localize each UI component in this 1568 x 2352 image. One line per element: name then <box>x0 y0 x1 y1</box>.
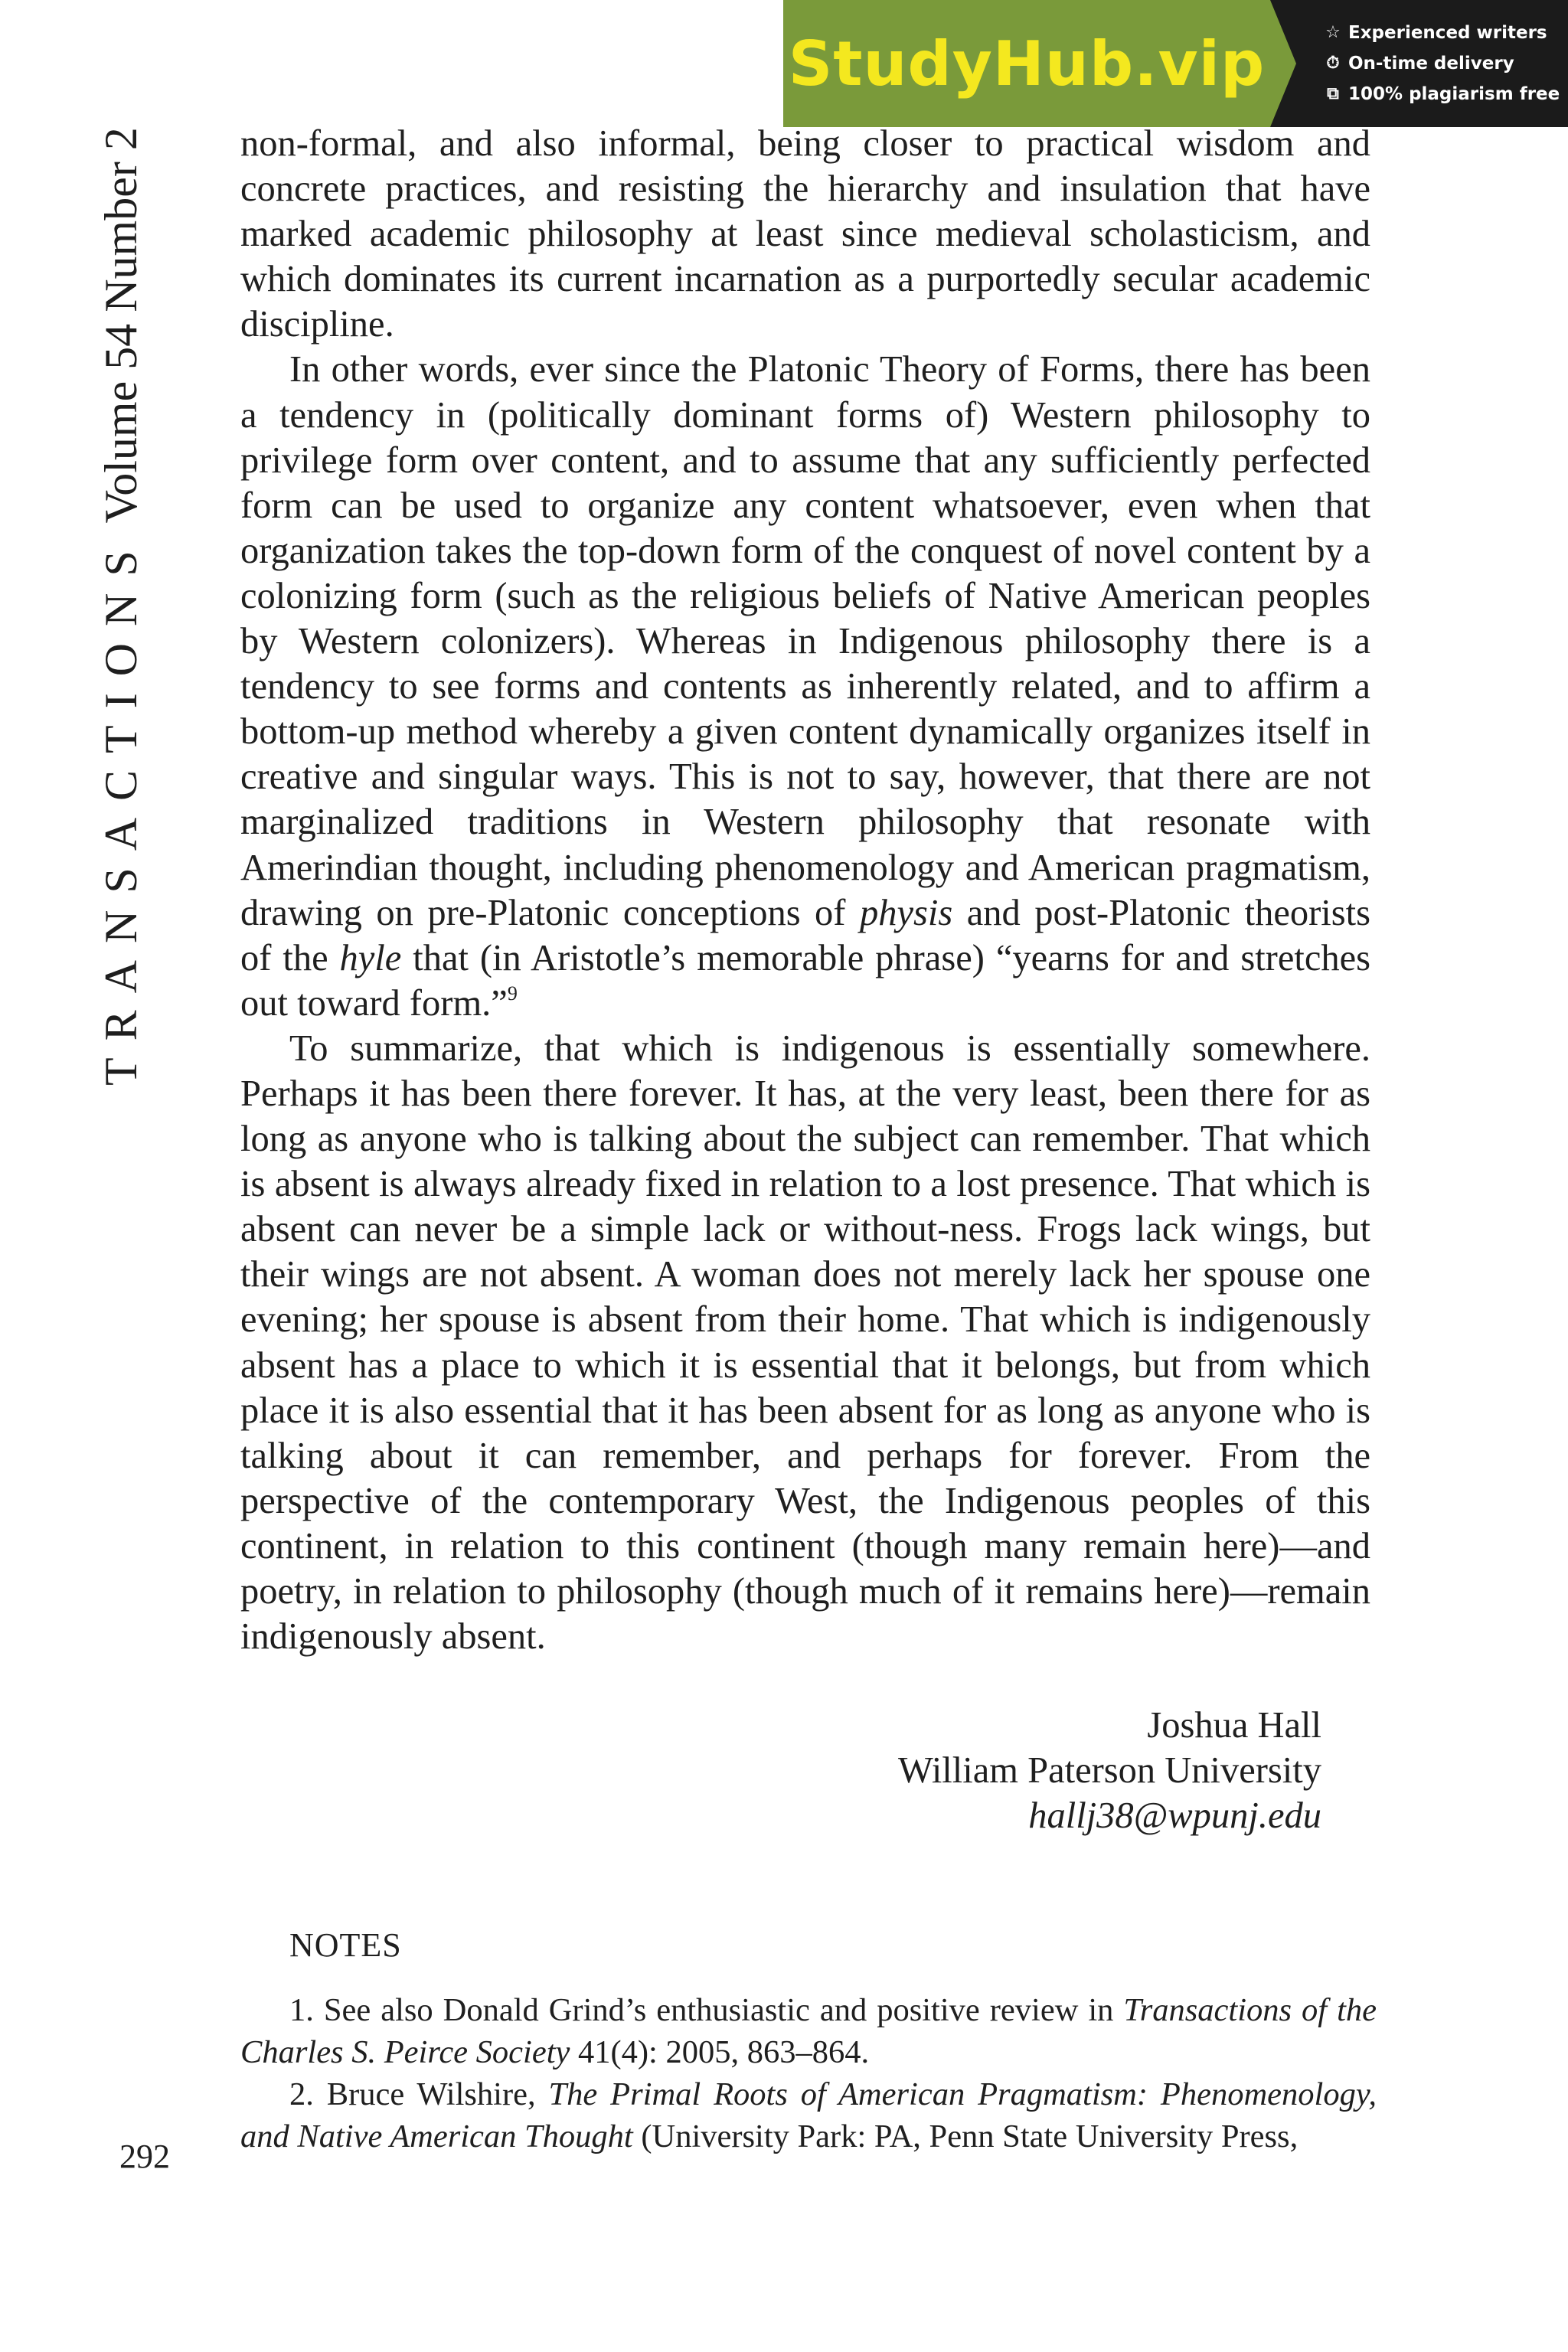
footnote-marker[interactable]: 9 <box>507 982 518 1004</box>
running-header <box>98 83 144 1086</box>
author-name: Joshua Hall <box>1147 1705 1321 1746</box>
author-signature <box>898 1703 1321 1838</box>
author-email[interactable]: hallj38@wpunj.edu <box>1028 1795 1321 1836</box>
note-title: Transactions of the Charles S. Peirce Society <box>240 1992 1377 2070</box>
note-text: 1. See also Donald Grind’s enthusiastic and positive review in <box>289 1992 1124 2028</box>
feature-item <box>1324 81 1568 107</box>
term-hyle: hyle <box>339 937 402 978</box>
volume-issue: Volume 54 Number 2 <box>96 127 146 524</box>
feature-label: Experienced writers <box>1348 23 1547 43</box>
paragraph-text: and post-Platonic theorists of the <box>240 892 1370 978</box>
paragraph: non-formal, and also informal, being closer to practical wisdom and concrete practices, and resisting the hierarchy and insulation that have marked academic philosophy at least since medieval scholasticism, and which dominates its current incarnation as a purportedly secular academic discipline. <box>240 123 1370 345</box>
note-text: 41(4): 2005, 863–864. <box>570 2034 870 2070</box>
copy-icon: ⧉ <box>1327 84 1339 103</box>
note-item <box>240 2073 1377 2158</box>
article-body <box>240 121 1370 1659</box>
feature-list <box>1270 0 1568 127</box>
clock-icon: ⏱ <box>1326 54 1340 73</box>
note-title: The Primal Roots of American Pragmatism: Phenomenology, and Native American Thought <box>240 2076 1377 2154</box>
page-number: 292 <box>119 2138 170 2175</box>
feature-item <box>1324 20 1568 46</box>
author-affiliation: William Paterson University <box>897 1750 1321 1791</box>
note-text: 2. Bruce Wilshire, <box>289 2076 549 2112</box>
paragraph-text: In other words, ever since the Platonic Theory of Forms, there has been a tendency in (politically dominant forms of) Western philosophy to privilege form over content, and to assume that any sufficiently perfected form can be used to organize any content whatsoever, even when that organization takes the top-down form of the conquest of novel content by a colonizing form (such as the religious beliefs of Native American peoples by Western colonizers). Whereas in Indigenous philosophy there is a tendency to see forms and contents as inherently related, and to affirm a bottom-up method whereby a given content dynamically organizes itself in creative and singular ways. This is not to say, however, that there are not marginalized traditions in Western philosophy that resonate with Amerindian thought, including phenomenology and American pragmatism, drawing on pre-Platonic conceptions of <box>240 349 1370 933</box>
feature-label: 100% plagiarism free <box>1348 84 1560 104</box>
ad-banner[interactable] <box>783 0 1568 127</box>
notes-heading: NOTES <box>289 1926 402 1964</box>
paragraph <box>240 347 1370 1025</box>
journal-name: TRANSACTIONS <box>96 534 146 1086</box>
paragraph-text: that (in Aristotle’s memorable phrase) “yearns for and stretches out toward form.” <box>240 937 1370 1024</box>
term-physis: physis <box>859 892 953 933</box>
feature-label: On-time delivery <box>1348 54 1514 74</box>
paragraph: To summarize, that which is indigenous is essentially somewhere. Perhaps it has been there forever. It has, at the very least, been there for as long as anyone who is talking about the subject can remember. That which is absent is always already fixed in relation to a lost presence. That which is absent can never be a simple lack or without-ness. Frogs lack wings, but their wings are not absent. A woman does not merely lack her spouse one evening; her spouse is absent from their home. That which is indigenously absent has a place to which it is essential that it belongs, but from which place it is also essential that it has been absent for as long as anyone who is talking about it can remember, and perhaps for forever. From the perspective of the contemporary West, the Indigenous peoples of this continent, in relation to this continent (though many remain here)—and poetry, in relation to philosophy (though much of it remains here)—remain indigenously absent. <box>240 1027 1370 1658</box>
note-text: (University Park: PA, Penn State University Press, <box>632 2118 1298 2154</box>
notes-list <box>240 1989 1377 2158</box>
feature-item <box>1324 51 1568 77</box>
star-icon: ☆ <box>1325 23 1341 42</box>
note-item <box>240 1989 1377 2073</box>
studyhub-logo[interactable]: StudyHub.vip <box>788 28 1266 100</box>
